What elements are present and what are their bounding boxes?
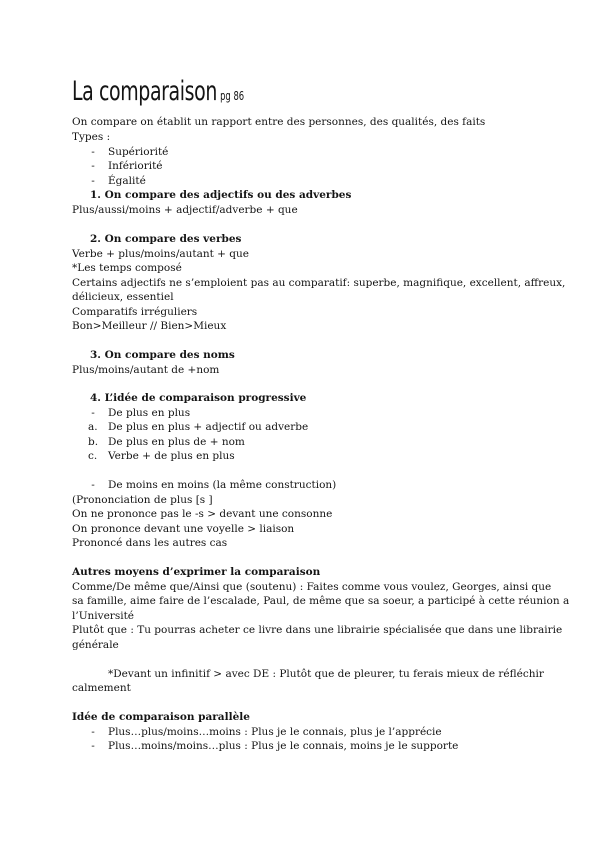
bullet-dash-icon: - xyxy=(91,160,95,172)
progressive-item: De plus en plus xyxy=(108,407,191,419)
section-2-line: Verbe + plus/moins/autant + que xyxy=(72,248,250,260)
type-item: Supériorité xyxy=(108,146,169,158)
type-item: Infériorité xyxy=(108,160,163,172)
bullet-dash-icon: - xyxy=(91,175,95,187)
autres-heading: Autres moyens d’exprimer la comparaison xyxy=(72,566,321,578)
bullet-dash-icon: - xyxy=(91,146,95,158)
section-2-line: *Les temps composé xyxy=(72,262,182,274)
intro-text: On compare on établit un rapport entre des personnes, des qualités, des faits xyxy=(72,116,486,128)
section-2-line: délicieux, essentiel xyxy=(72,291,174,303)
autres-line: générale xyxy=(72,639,119,651)
parallele-item: Plus…moins/moins…plus : Plus je le connais, moins je le supporte xyxy=(108,740,459,752)
pronunciation-line: (Prononciation de plus [s ] xyxy=(72,494,213,506)
parallele-item: Plus…plus/moins…moins : Plus je le connais, plus je l’apprécie xyxy=(108,726,442,738)
pronunciation-line: On ne prononce pas le -s > devant une consonne xyxy=(72,508,333,520)
autres-line: Plutôt que : Tu pourras acheter ce livre dans une librairie spécialisée que dans une librairie xyxy=(72,624,563,636)
autres-line: l’Université xyxy=(72,610,135,622)
section-2-heading: 2. On compare des verbes xyxy=(90,233,242,245)
list-marker: c. xyxy=(88,450,98,462)
type-item: Égalité xyxy=(108,175,146,187)
section-2-line: Certains adjectifs ne s’emploient pas au comparatif: superbe, magnifique, excellent, affreux, xyxy=(72,277,566,289)
section-4-heading: 4. L’idée de comparaison progressive xyxy=(90,392,307,404)
autres-line: sa famille, aime faire de l’escalade, Paul, de même que sa soeur, a participé à cette réunion a xyxy=(72,595,570,607)
page-title xyxy=(72,74,244,114)
pronunciation-line: Prononcé dans les autres cas xyxy=(72,537,228,549)
section-1-heading: 1. On compare des adjectifs ou des adverbes xyxy=(90,189,352,201)
section-2-line: Comparatifs irréguliers xyxy=(72,306,198,318)
autres-line: Comme/De même que/Ainsi que (soutenu) : Faites comme vous voulez, Georges, ainsi que xyxy=(72,581,552,593)
parallele-heading: Idée de comparaison parallèle xyxy=(72,711,250,723)
bullet-dash-icon: - xyxy=(91,479,95,491)
pronunciation-line: On prononce devant une voyelle > liaison xyxy=(72,523,295,535)
list-marker: b. xyxy=(88,436,99,448)
progressive-item: De plus en plus + adjectif ou adverbe xyxy=(108,421,309,433)
infinitive-note-line: *Devant un infinitif > avec DE : Plutôt que de pleurer, tu ferais mieux de réfléchir xyxy=(108,668,544,680)
types-label: Types : xyxy=(72,131,111,143)
title-text: La comparaison xyxy=(72,76,217,107)
bullet-dash-icon: - xyxy=(91,407,95,419)
bullet-dash-icon: - xyxy=(91,740,95,752)
section-3-line: Plus/moins/autant de +nom xyxy=(72,364,220,376)
bullet-dash-icon: - xyxy=(91,726,95,738)
infinitive-note-line: calmement xyxy=(72,682,131,694)
progressive-item: De plus en plus de + nom xyxy=(108,436,245,448)
page-reference: pg 86 xyxy=(220,89,245,103)
section-2-line: Bon>Meilleur // Bien>Mieux xyxy=(72,320,227,332)
section-3-heading: 3. On compare des noms xyxy=(90,349,235,361)
progressive-item: Verbe + de plus en plus xyxy=(108,450,235,462)
section-1-line: Plus/aussi/moins + adjectif/adverbe + que xyxy=(72,204,298,216)
list-marker: a. xyxy=(88,421,98,433)
progressive-moins-item: De moins en moins (la même construction) xyxy=(108,479,337,491)
